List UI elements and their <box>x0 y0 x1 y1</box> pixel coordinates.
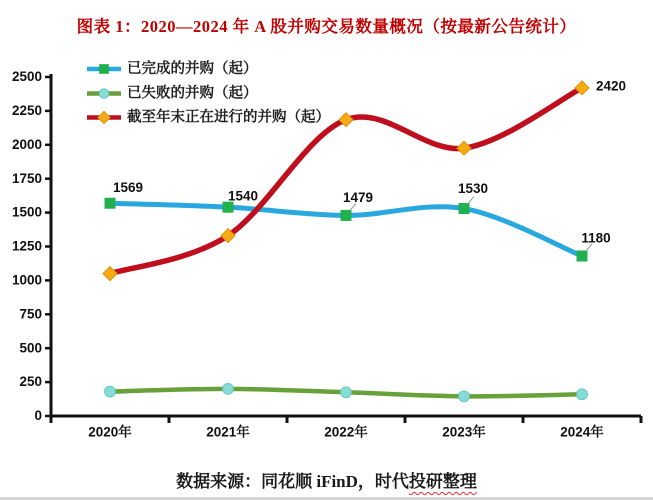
series-failed-marker-circle <box>105 386 116 397</box>
x-tick-label: 2022年 <box>324 424 368 440</box>
y-tick-label: 2000 <box>11 136 42 152</box>
source-note-text: 数据来源：同花顺 iFinD，时代 <box>176 472 409 491</box>
x-tick-label: 2021年 <box>206 424 250 440</box>
series-ongoing-marker-diamond <box>457 141 471 155</box>
y-tick-label: 2500 <box>11 69 42 85</box>
legend-marker-square <box>99 64 109 74</box>
data-label: 2420 <box>595 78 627 94</box>
data-label: 1530 <box>457 181 489 197</box>
chart-title: 图表 1：2020—2024 年 A 股并购交易数量概况（按最新公告统计） <box>76 17 577 36</box>
series-ongoing-marker-diamond <box>103 267 117 281</box>
x-tick-label: 2024年 <box>560 424 604 440</box>
y-tick-label: 750 <box>19 306 42 322</box>
data-label: 1540 <box>227 188 259 204</box>
legend-item-failed <box>87 83 258 101</box>
y-tick-label: 1250 <box>11 238 42 254</box>
data-label: 1569 <box>112 179 144 195</box>
series-completed-marker-square <box>459 203 470 214</box>
legend-label-completed: 已完成的并购（起） <box>127 60 258 77</box>
y-tick-label: 1750 <box>11 170 42 186</box>
y-tick-label: 2250 <box>11 102 42 118</box>
legend-label-ongoing: 截至年末正在进行的并购（起） <box>127 109 330 126</box>
series-failed-marker-circle <box>577 389 588 400</box>
y-tick-label: 1500 <box>11 204 42 220</box>
x-tick-label: 2020年 <box>88 424 132 440</box>
legend-label-failed: 已失败的并购（起） <box>127 85 258 102</box>
y-tick-label: 1000 <box>11 272 42 288</box>
data-label: 1180 <box>581 230 611 246</box>
source-note <box>0 467 653 492</box>
series-completed-marker-square <box>577 250 588 261</box>
data-label-leader <box>468 197 474 204</box>
data-label: 1479 <box>342 190 374 206</box>
legend-marker-circle <box>99 89 109 99</box>
legend-item-ongoing <box>87 107 330 125</box>
legend-marker-diamond <box>98 111 110 123</box>
x-tick-label: 2023年 <box>442 424 486 440</box>
series-failed-marker-circle <box>459 391 470 402</box>
y-tick-label: 0 <box>34 408 42 424</box>
source-note-spellcheck-underline: 投研整理 <box>408 472 477 491</box>
series-failed-marker-circle <box>223 383 234 394</box>
y-tick-label: 250 <box>19 374 42 390</box>
series-completed-marker-square <box>105 198 116 209</box>
y-tick-label: 500 <box>19 340 42 356</box>
series-completed-marker-square <box>341 210 352 221</box>
legend-item-completed <box>87 59 258 77</box>
series-failed-marker-circle <box>341 387 352 398</box>
